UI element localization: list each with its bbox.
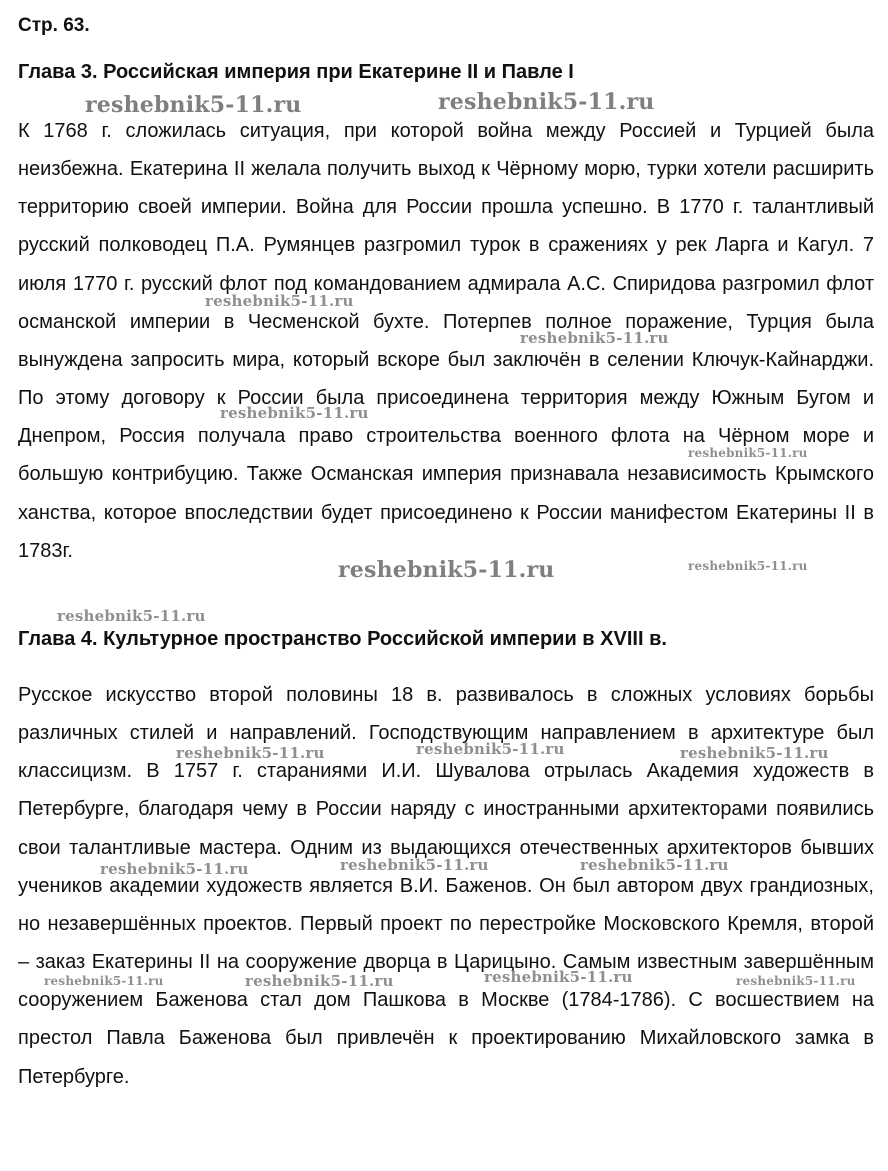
watermark: reshebnik5-11.ru bbox=[176, 744, 325, 762]
watermark: reshebnik5-11.ru bbox=[520, 329, 669, 347]
watermark: reshebnik5-11.ru bbox=[245, 972, 394, 990]
watermark: reshebnik5-11.ru bbox=[340, 856, 489, 874]
watermark: reshebnik5-11.ru bbox=[688, 559, 808, 573]
watermark: reshebnik5-11.ru bbox=[438, 89, 655, 115]
watermark: reshebnik5-11.ru bbox=[338, 557, 555, 583]
chapter-4-text: Русское искусство второй половины 18 в. развивалось в сложных условиях борьбы различных стилей и направлений. Господствующим направлением в архитектуре был классицизм. В 1757 г. стараниями И.И. Шувалова отрылась Академия художеств в Петербурге, благодаря чему в России наряду с иностранными архитекторами появились свои талантливые мастера. Одним из выдающихся отечественных архитекторов бывших учеников академии художеств является В.И. Баженов. Он был автором двух грандиозных, но незавершённых проектов. Первый проект по перестройке Московского Кремля, второй – заказ Екатерины II на сооружение дворца в Царицыно. Самым известным завершённым сооружением Баженова стал дом Пашкова в Москве (1784-1786). С восшествием на престол Павла Баженова был привлечён к проектированию Михайловского замка в Петербурге. bbox=[18, 684, 874, 1088]
watermark: reshebnik5-11.ru bbox=[736, 974, 856, 988]
chapter-3-heading: Глава 3. Российская империя при Екатерине II и Павле I bbox=[18, 61, 574, 83]
watermark: reshebnik5-11.ru bbox=[44, 974, 164, 988]
watermark: reshebnik5-11.ru bbox=[100, 860, 249, 878]
chapter-4-heading: Глава 4. Культурное пространство Российской империи в XVIII в. bbox=[18, 628, 667, 650]
watermark: reshebnik5-11.ru bbox=[57, 607, 206, 625]
watermark: reshebnik5-11.ru bbox=[220, 404, 369, 422]
watermark: reshebnik5-11.ru bbox=[680, 744, 829, 762]
watermark: reshebnik5-11.ru bbox=[205, 292, 354, 310]
watermark: reshebnik5-11.ru bbox=[484, 968, 633, 986]
watermark: reshebnik5-11.ru bbox=[580, 856, 729, 874]
chapter-3-text: К 1768 г. сложилась ситуация, при которой война между Россией и Турцией была неизбежна. Екатерина II желала получить выход к Чёрному морю, турки хотели расширить территорию своей империи. Война для России прошла успешно. В 1770 г. талантливый русский полководец П.А. Румянцев разгромил турок в сражениях у рек Ларга и Кагул. 7 июля 1770 г. русский флот под командованием адмирала А.С. Спиридова разгромил флот османской империи в Чесменской бухте. Потерпев полное поражение, Турция была вынуждена запросить мира, который вскоре был заключён в селении Ключук-Кайнарджи. По этому договору к России была присоединена территория между Южным Бугом и Днепром, Россия получала право строительства военного флота на Чёрном море и большую контрибуцию. Также Османская империя признавала независимость Крымского ханства, которое впоследствии будет присоединено к России манифестом Екатерины II в 1783г. bbox=[18, 120, 874, 562]
watermark: reshebnik5-11.ru bbox=[416, 740, 565, 758]
page-number: Стр. 63. bbox=[18, 15, 90, 36]
watermark: reshebnik5-11.ru bbox=[85, 92, 302, 118]
watermark: reshebnik5-11.ru bbox=[688, 446, 808, 460]
